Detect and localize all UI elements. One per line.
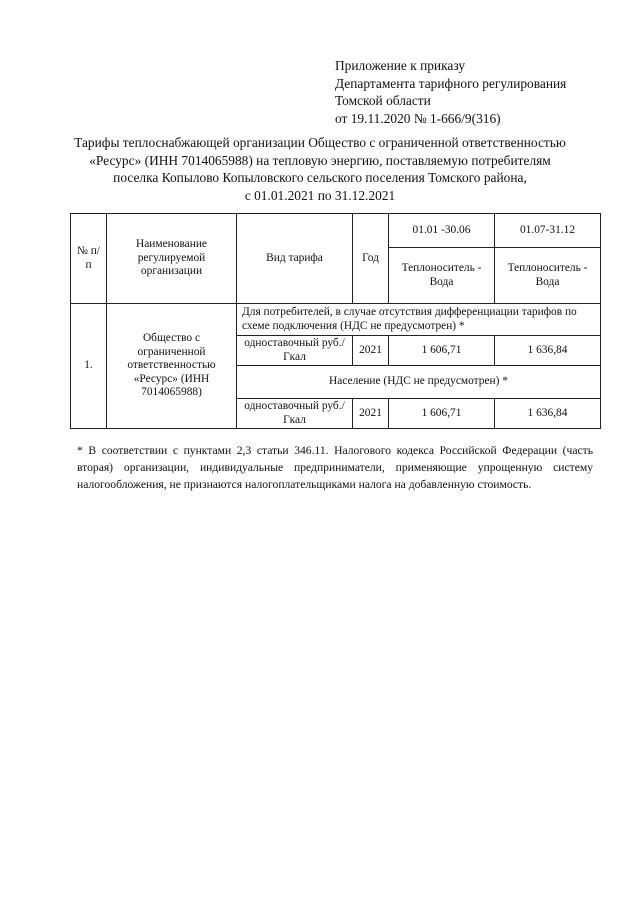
year-cell: 2021 [353,336,389,366]
appendix-line: Приложение к приказу [335,58,466,73]
title-line: с 01.01.2021 по 31.12.2021 [244,187,396,203]
document-title [60,134,580,204]
table-header-row [71,214,601,248]
title-line: «Ресурс» (ИНН 7014065988) на тепловую энергию, поставляемую потребителям [89,152,551,168]
header-number: № п/п [71,214,107,304]
table-row [71,304,601,336]
appendix-line: от 19.11.2020 № 1-666/9(316) [335,110,501,126]
title-line: Тарифы теплоснабжающей организации Общество с ограниченной ответственностью [74,135,566,150]
header-period-2: 01.07-31.12 [495,214,601,248]
tariff-type-cell: одноставочный руб./Гкал [237,399,353,429]
tariff-table [70,213,601,429]
footnote: * В соответствии с пунктами 2,3 статьи 346.11. Налогового кодекса Российской Федерации (часть вторая) организации, индивидуальные предприниматели, применяющие упрощенную систему налогообложения, не признаются налогоплательщиками налога на добавленную стоимость. [77,444,593,491]
header-year: Год [353,214,389,304]
value-cell: 1 636,84 [495,336,601,366]
row-number: 1. [71,304,107,429]
value-cell: 1 606,71 [389,399,495,429]
group-label-consumers: Для потребителей, в случае отсутствия дифференциации тарифов по схеме подключения (НДС не предусмотрен) * [237,304,601,336]
title-line: поселка Копылово Копыловского сельского поселения Томского района, [113,170,527,185]
header-organization: Наименование регулируемой организации [107,214,237,304]
appendix-line: Департамента тарифного регулирования [335,75,567,91]
appendix-header [335,57,566,127]
value-cell: 1 636,84 [495,399,601,429]
value-cell: 1 606,71 [389,336,495,366]
appendix-line: Томской области [335,93,431,109]
header-carrier-2: Теплоноситель - Вода [495,248,601,304]
header-carrier-1: Теплоноситель - Вода [389,248,495,304]
header-tariff-type: Вид тарифа [237,214,353,304]
header-period-1: 01.01 -30.06 [389,214,495,248]
year-cell: 2021 [353,399,389,429]
group-label-population: Население (НДС не предусмотрен) * [237,366,601,399]
row-organization: Общество с ограниченной ответственностью «Ресурс» (ИНН 7014065988) [107,304,237,429]
tariff-type-cell: одноставочный руб./Гкал [237,336,353,366]
